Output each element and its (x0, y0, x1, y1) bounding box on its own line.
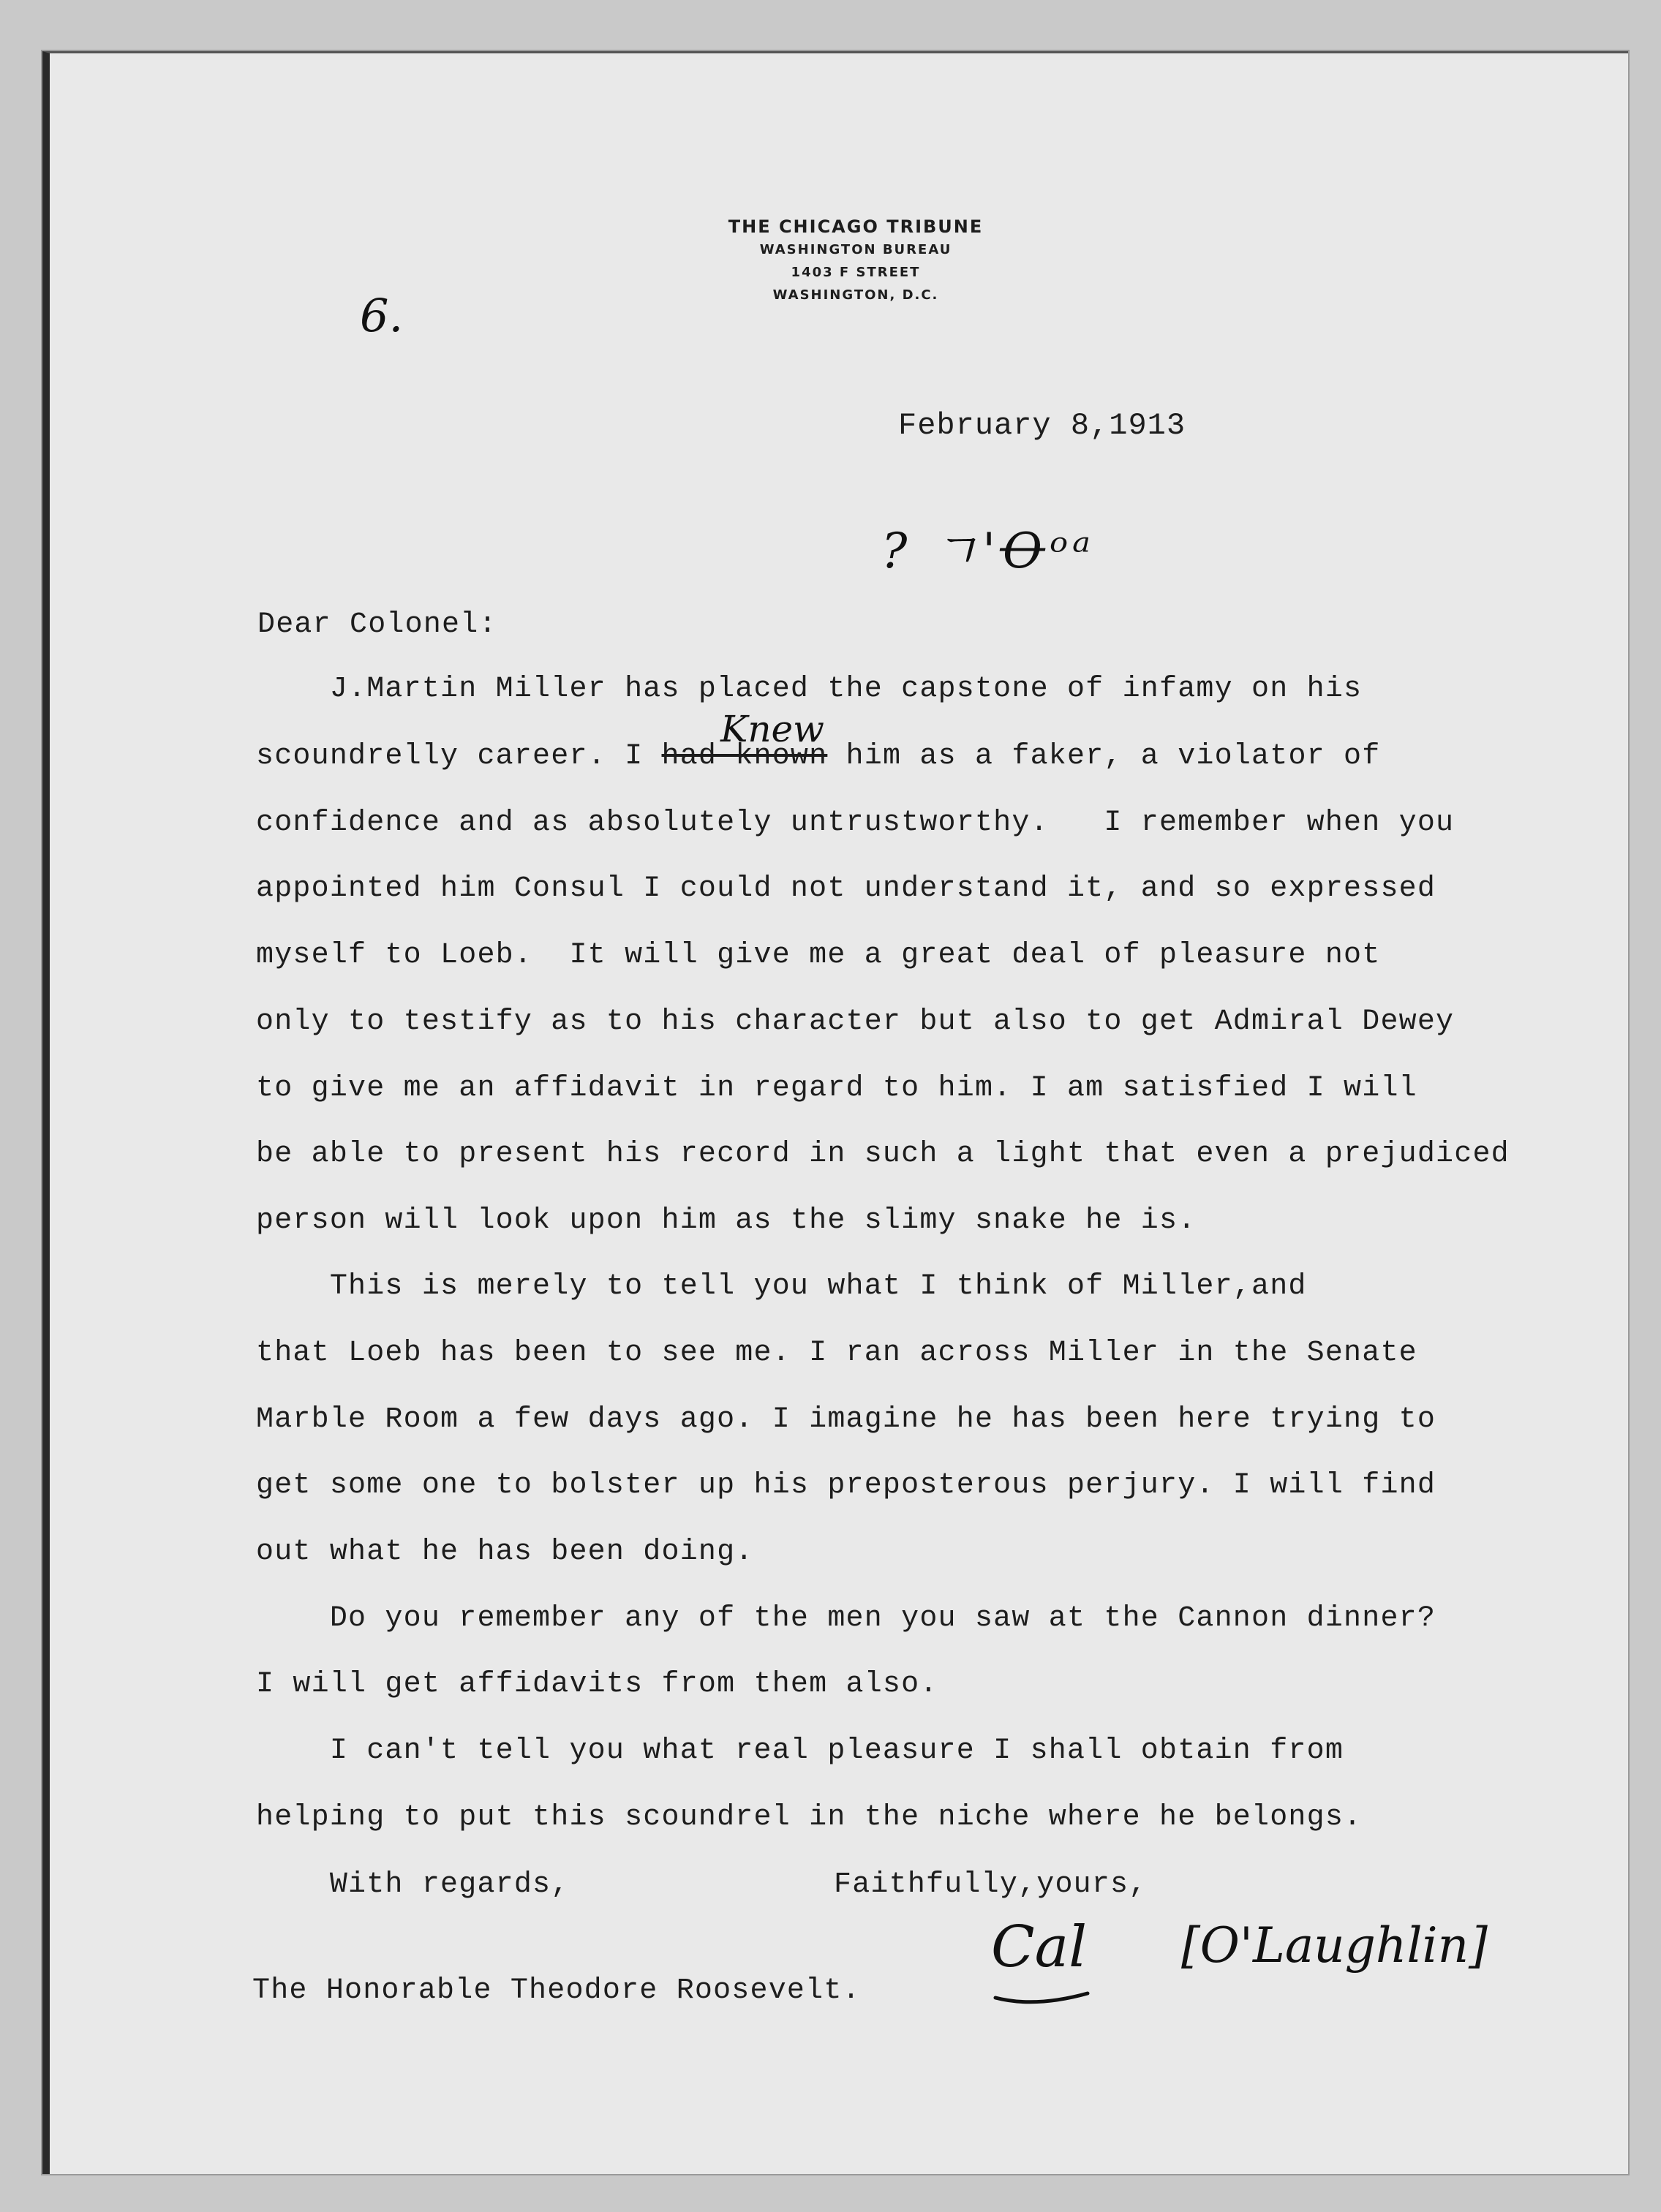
body-line: out what he has been doing. (256, 1536, 754, 1569)
body-line: be able to present his record in such a light that even a prejudiced (256, 1138, 1510, 1171)
body-line: This is merely to tell you what I think of Miller,and (256, 1270, 1307, 1303)
letterhead (629, 216, 1082, 306)
handwritten-archive-mark: ? ㄱ'Ꝋᵒᵃ (881, 523, 1095, 579)
body-line: that Loeb has been to see me. I ran across Miller in the Senate (256, 1337, 1417, 1370)
body-line-start: scoundrelly career. I (256, 740, 662, 773)
body-line: I will get affidavits from them also. (256, 1668, 938, 1701)
struck-text: had known (661, 740, 828, 773)
addressee: The Honorable Theodore Roosevelt. (252, 1974, 861, 2007)
body-line: only to testify as to his character but also to get Admiral Dewey (256, 1005, 1455, 1038)
body-line: person will look upon him as the slimy snake he is. (256, 1204, 1197, 1237)
handwritten-signature: Cal (991, 1914, 1088, 1980)
letter-date: February 8,1913 (898, 408, 1186, 443)
salutation: Dear Colonel: (257, 608, 497, 641)
body-line: appointed him Consul I could not understand it, and so expressed (256, 872, 1436, 905)
letter-page (42, 51, 1628, 2174)
body-line: Marble Room a few days ago. I imagine he has been here trying to (256, 1403, 1436, 1436)
body-line-end: him as a faker, a violator of (827, 740, 1381, 773)
closing-regards: With regards, (256, 1868, 570, 1901)
body-line: to give me an affidavit in regard to him. I am satisfied I will (256, 1072, 1417, 1105)
handwritten-insertion: Knew (720, 708, 824, 750)
letterhead-city: WASHINGTON, D.C. (772, 287, 939, 303)
body-line: Do you remember any of the men you saw at the Cannon dinner? (256, 1602, 1436, 1635)
body-line: confidence and as absolutely untrustworthy. I remember when you (256, 807, 1455, 839)
letterhead-bureau: WASHINGTON BUREAU (759, 242, 952, 257)
letterhead-name: THE CHICAGO TRIBUNE (728, 216, 984, 237)
body-line: get some one to bolster up his preposterous perjury. I will find (256, 1469, 1436, 1502)
body-line (256, 740, 1380, 773)
body-line: J.Martin Miller has placed the capstone of infamy on his (256, 673, 1363, 706)
letterhead-street: 1403 F STREET (791, 265, 921, 280)
body-line: myself to Loeb. It will give me a great deal of pleasure not (256, 939, 1381, 972)
closing-faithfully: Faithfully,yours, (834, 1868, 1148, 1901)
signature-underline (991, 1983, 1093, 2012)
handwritten-page-number: 6. (360, 289, 404, 342)
body-line: helping to put this scoundrel in the niche where he belongs. (256, 1801, 1363, 1834)
handwritten-signature-name: [O'Laughlin] (1181, 1917, 1488, 1974)
body-line: I can't tell you what real pleasure I shall obtain from (256, 1735, 1344, 1767)
